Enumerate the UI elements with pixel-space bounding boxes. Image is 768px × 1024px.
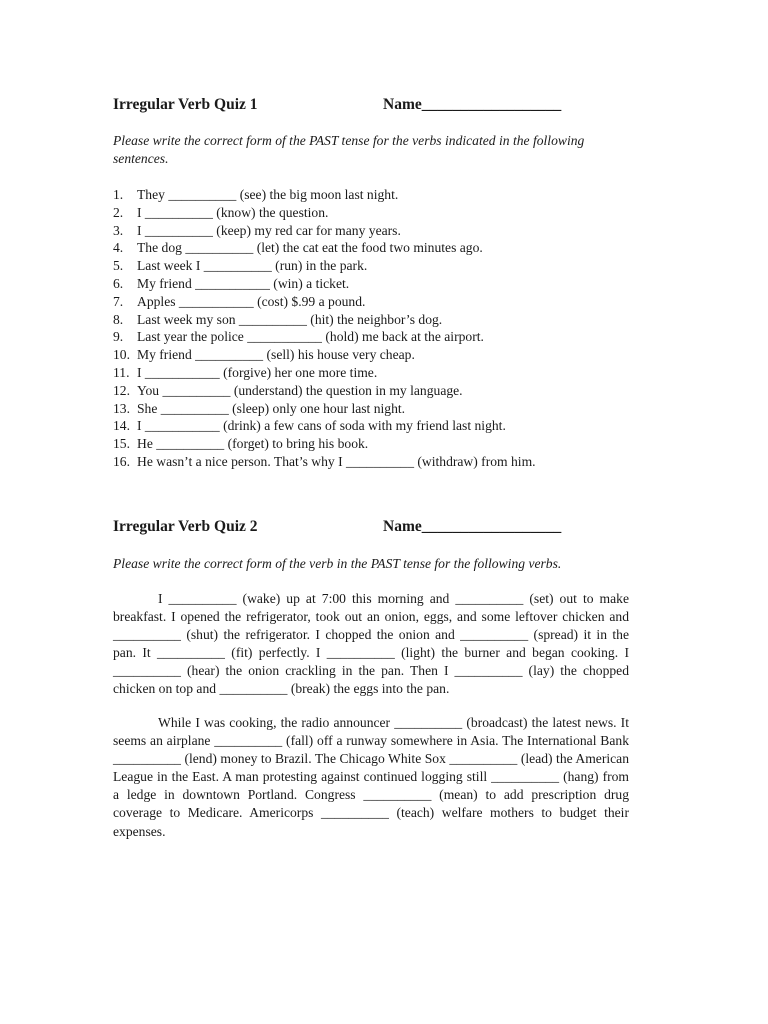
question-number: 4. [113, 240, 124, 256]
question-text: He wasn’t a nice person. That’s why I __________ (withdraw) from him. [137, 453, 536, 469]
question-text: Last year the police ___________ (hold) me back at the airport. [137, 329, 484, 345]
question-item [113, 400, 536, 418]
question-text: Apples ___________ (cost) $.99 a pound. [137, 293, 366, 309]
question-item [113, 364, 536, 382]
question-number: 2. [113, 204, 124, 220]
question-item [113, 222, 536, 240]
question-number: 13. [113, 400, 130, 416]
question-text: My friend __________ (sell) his house very cheap. [137, 347, 415, 363]
question-text: You __________ (understand) the question in my language. [137, 382, 463, 398]
question-item [113, 257, 536, 275]
question-item [113, 311, 536, 329]
question-number: 7. [113, 293, 124, 309]
question-number: 10. [113, 347, 130, 363]
quiz1-question-list [113, 186, 536, 471]
question-text: I ___________ (forgive) her one more time. [137, 364, 378, 380]
question-text: She __________ (sleep) only one hour last night. [137, 400, 406, 416]
quiz1-name-field: Name__________________ [383, 96, 562, 113]
question-text: Last week my son __________ (hit) the neighbor’s dog. [137, 311, 443, 327]
quiz2-paragraph-1: I __________ (wake) up at 7:00 this morning and __________ (set) out to make breakfast. I opened the refrigerator, took out an onion, eggs, and some leftover chicken and __________ (shut) the refrigerator. I chopped the onion and __________ (spread) it in the pan. It __________ (fit) perfectly. I __________ (light) the burner and began cooking. I __________ (hear) the onion crackling in the pan. Then I __________ (lay) the chopped chicken on top and __________ (break) the eggs into the pan. [113, 591, 629, 697]
question-number: 6. [113, 275, 124, 291]
question-number: 1. [113, 187, 124, 202]
quiz1-header [113, 96, 631, 118]
question-item [113, 186, 536, 204]
question-number: 11. [113, 364, 130, 380]
question-item [113, 435, 536, 453]
question-item [113, 204, 536, 222]
question-number: 12. [113, 382, 130, 398]
question-number: 3. [113, 222, 124, 238]
question-text: I __________ (keep) my red car for many years. [137, 222, 401, 238]
question-item [113, 382, 536, 400]
question-text: I ___________ (drink) a few cans of soda with my friend last night. [137, 418, 506, 434]
question-text: My friend ___________ (win) a ticket. [137, 275, 350, 291]
question-number: 8. [113, 311, 124, 327]
question-item [113, 417, 536, 435]
quiz2-paragraph-2: While I was cooking, the radio announcer __________ (broadcast) the latest news. It seems an airplane __________ (fall) off a runway somewhere in Asia. The International Bank __________ (lend) money to Brazil. The Chicago White Sox __________ (lead) the American League in the East. A man protesting against continued logging still __________ (hang) from a ledge in downtown Portland. Congress __________ (mean) to add prescription drug coverage to Medicare. Americorps __________ (teach) welfare mothers to budget their expenses. [113, 715, 629, 839]
question-item [113, 328, 536, 346]
question-number: 16. [113, 453, 130, 469]
question-number: 15. [113, 436, 130, 452]
question-item [113, 275, 536, 293]
question-text: He __________ (forget) to bring his book. [137, 436, 369, 452]
question-number: 5. [113, 258, 124, 274]
question-item [113, 346, 536, 364]
quiz2-name-field: Name__________________ [383, 518, 562, 535]
question-text: They __________ (see) the big moon last night. [137, 187, 399, 202]
question-item [113, 453, 536, 471]
question-number: 14. [113, 418, 130, 434]
question-item [113, 239, 536, 257]
question-text: The dog __________ (let) the cat eat the food two minutes ago. [137, 240, 483, 256]
quiz2-title: Irregular Verb Quiz 2 [113, 518, 258, 535]
question-text: Last week I __________ (run) in the park. [137, 258, 368, 274]
question-item [113, 293, 536, 311]
question-number: 9. [113, 329, 124, 345]
question-text: I __________ (know) the question. [137, 204, 329, 220]
quiz1-title: Irregular Verb Quiz 1 [113, 96, 258, 113]
quiz1-instructions: Please write the correct form of the PAST tense for the verbs indicated in the following sentences. [113, 133, 585, 166]
quiz2-instructions: Please write the correct form of the verb in the PAST tense for the following verbs. [113, 556, 562, 571]
quiz2-header [113, 518, 631, 540]
